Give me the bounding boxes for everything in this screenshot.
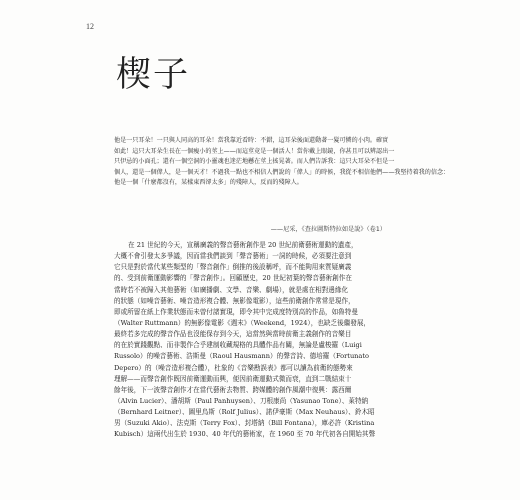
epigraph-line: 只伊忌的小面孔；還有一個空洞的小靈魂也迷茫地懸在莖上搖晃著。而人們告訴我：這只大耳朵不但是一 — [114, 158, 395, 166]
body-line: 它只是對於當代某些類型的「聲音創作」倒推的後設稱呼，而不能夠用來質疑廣義 — [114, 263, 352, 272]
body-paragraph — [114, 240, 400, 441]
body-line: 男（Suzuki Akio）、法克斯（Terry Fox）、封塔納（Bill Fontana），庫必許（Kristina — [114, 419, 375, 428]
page-bottom-fade — [0, 488, 520, 500]
epigraph-quote — [114, 136, 450, 189]
body-line: 的在於實踐觀點、而非製作合乎建制收藏規格的具體作品有關，無論是盧梭羅（Luigi — [114, 341, 362, 350]
body-line: 的狀態（如噪音藝術、噪音造形複合體、無影像電影），這些前衛創作常常是現作， — [114, 296, 355, 305]
page-number: 12 — [86, 22, 94, 31]
chapter-title: 楔子 — [116, 55, 191, 95]
body-line: 大概不會引發太多爭議，因而當我們談到「聲音藝術」一詞的時候，必須要注意到 — [114, 252, 352, 261]
body-line: 在 21 世紀的今天，宣稱廣義的聲音藝術創作是 20 世紀前衛藝術運動的遺產， — [128, 241, 358, 249]
body-line: 即或所留在紙上作業狀態而未曾付諸實現，即令其中完成度特別高的作品，如魯特曼 — [114, 307, 358, 316]
epigraph-attribution: ——尼采，《查拉圖斯特拉如是說》（卷1） — [270, 226, 386, 233]
epigraph-line: 他是一個「什麼都沒有，某樣東西卻太多」的殘障人，反而的殘障人。 — [114, 179, 303, 187]
body-line: （Bernhard Leitner）、圖里烏斯（Rolf Julius）、諾伊豪斯（Max Neuhaus）、鈴木昭 — [114, 408, 375, 417]
epigraph-line: 他是一只耳朵！一只與人同高的耳朵！當我靠近看時：不錯，這耳朵後面還動著一髮可憐的小肉。確實 — [114, 137, 389, 144]
body-line: 的、受到前衛運動影響的「聲音創作」。回顧歷史，20 世紀初葉的聲音藝術創作在 — [114, 274, 352, 283]
epigraph-line: 個人，還是一個偉人，是一個天才！不過我一點也不相信人們說的「偉人」的時候，我從不相信他們——我堅持着我的信念： — [114, 168, 450, 176]
body-line: Kubisch）這兩代出生於 1930、40 年代的藝術家，在 1960 至 70 年代初各自開始其聲 — [114, 430, 376, 439]
body-line: 最終若多完成的聲音作品也沒能保存到今天，這當然與當時前衛主義創作的音樂目 — [114, 330, 352, 339]
body-line: Depero）的（噪音造形複合體），杜象的《音樂勘誤表》都可以讀為前衛的態勢來 — [114, 363, 353, 372]
body-line: Russolo）的噪音藝術、浩斯曼（Raoul Hausmann）的聲音詩、德培羅（Fortunato — [114, 352, 369, 361]
body-line: （Alvin Lucier）、潘胡斯（Paul Panhuysen）、刀根康尚（Yasunao Tone）、萊特納 — [114, 396, 369, 405]
epigraph-line: 如此！這只大耳朵生長在一個瘦小的莖上——而這莖竟是一個活人！當你戴上眼鏡，你甚且可以辨認出一 — [114, 147, 395, 155]
body-line: 餘年後，下一波聲音創作才在當代藝術去物質、跨媒體的創作風潮中復興：露西爾 — [114, 385, 352, 394]
body-line: 當時若不被歸入其他藝術（如廣播劇、文學、音樂、劇場），就是處在相對邊緣化 — [114, 285, 349, 294]
body-line: （Walter Ruttmann）的無影像電影《週末》（Weekend，1924），也缺乏後繼發展， — [114, 318, 371, 327]
body-line: 理解——而聲音創作既因前衛運動而興，便因前衛運動式微而衰，直到二戰結束十 — [114, 374, 352, 383]
